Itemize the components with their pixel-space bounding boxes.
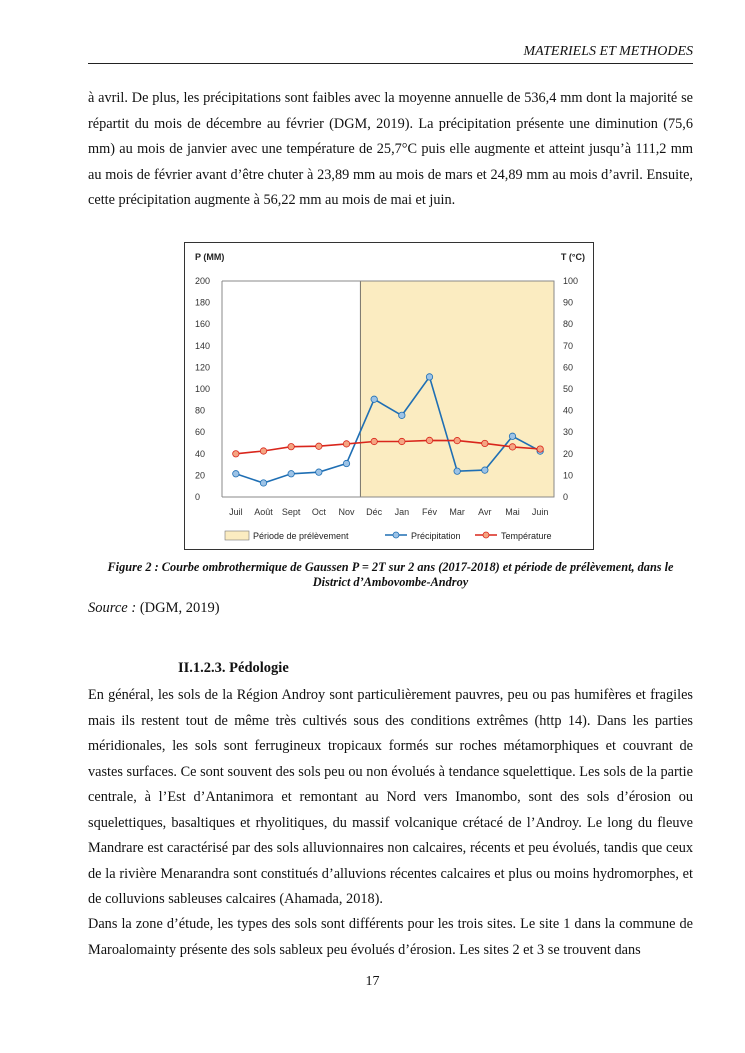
x-tick-label: Fév — [421, 507, 438, 517]
x-tick-label: Août — [254, 507, 273, 517]
temperature-point — [288, 443, 294, 449]
temperature-point — [233, 451, 239, 457]
figure-caption: Figure 2 : Courbe ombrothermique de Gaussen P = 2T sur 2 ans (2017-2018) et période de prélèvement, dans le District d’Ambovombe-Androy — [107, 560, 674, 589]
y-left-tick-label: 80 — [195, 405, 206, 416]
y-right-axis-title: T (°C) — [560, 252, 585, 262]
temperature-point — [509, 444, 515, 450]
y-left-tick-label: 120 — [195, 362, 211, 373]
y-left-tick-label: 140 — [195, 340, 211, 351]
y-right-tick-label: 30 — [563, 427, 574, 438]
y-left-tick-label: 200 — [195, 276, 211, 286]
temperature-point — [316, 443, 322, 449]
x-tick-label: Déc — [366, 507, 383, 517]
y-right-tick-label: 100 — [563, 276, 579, 286]
y-left-tick-label: 20 — [195, 470, 206, 481]
temperature-point — [260, 448, 266, 454]
precipitation-point — [509, 433, 515, 439]
y-right-tick-label: 80 — [563, 319, 574, 330]
paragraph-soils: En général, les sols de la Région Androy sont particulièrement pauvres, peu ou pas humifères et fragiles mais ils restent tout de même très cultivés sous des conditions extrêmes (http 14). Dans les parties méridionales, les sols sont ferrugineux tropicaux formés sur roches métamorphiques et couvrant de vastes surfaces. Ce sont souvent des sols peu ou non évolués à tendance squelettique. Les sols de la partie centrale, à l’Est d’Antanimora et remontant au Nord vers Imanombo, sont des sols d’érosion ou squelettiques, basaltiques et rhyolitiques, du massif volcanique crétacé de l’Androy. Le long du fleuve Mandrare est caractérisé par des sols alluvionnaires non calcaires, récents et peu évolués, tandis que ceux de la rivière Menarandra sont constitués d’alluvions récentes calcaires et plus ou moins hydromorphes, et de colluvions sableuses calcaires (Ahamada, 2018). — [88, 687, 693, 907]
x-tick-label: Sept — [281, 507, 301, 517]
precipitation-point — [260, 480, 266, 486]
y-right-tick-label: 70 — [563, 340, 574, 351]
precipitation-point — [288, 471, 294, 477]
paragraph-climate: à avril. De plus, les précipitations sont faibles avec la moyenne annuelle de 536,4 mm dont la majorité se répartit du mois de décembre au février (DGM, 2019). La précipitation présente une diminution (75,6 mm) au mois de janvier avec une température de 25,7°C puis elle augmente et atteint jusqu’à 111,2 mm au mois de février avant d’être chuter à 23,89 mm au mois de mars et 24,89 mm au mois d’avril. Ensuite, cette précipitation augmente à 56,22 mm au mois de mai et juin. — [88, 90, 693, 208]
legend-label-period: Période de prélèvement — [253, 531, 349, 541]
shaded-period-band — [360, 281, 554, 497]
legend-swatch-period — [225, 531, 249, 540]
y-right-tick-label: 20 — [563, 448, 574, 459]
legend-marker-temperature — [483, 532, 489, 538]
chart-canvas — [185, 243, 593, 549]
legend-marker-precipitation — [393, 532, 399, 538]
page-number: 17 — [365, 974, 380, 989]
section-title: II.1.2.3. Pédologie — [178, 660, 289, 676]
y-left-tick-label: 100 — [195, 384, 211, 394]
ombrothermic-chart — [184, 242, 594, 550]
y-left-tick-label: 160 — [195, 319, 211, 330]
y-left-tick-label: 180 — [195, 297, 211, 308]
legend-label-temperature: Température — [501, 531, 552, 541]
x-tick-label: Jan — [394, 507, 410, 517]
y-right-tick-label: 50 — [563, 384, 574, 394]
temperature-point — [454, 437, 460, 443]
x-tick-label: Oct — [311, 507, 326, 517]
y-right-tick-label: 60 — [563, 362, 574, 373]
precipitation-point — [482, 467, 488, 473]
x-tick-label: Nov — [338, 507, 355, 517]
x-tick-label: Avr — [478, 507, 492, 517]
y-left-tick-label: 40 — [195, 448, 206, 459]
precipitation-point — [343, 460, 349, 466]
source-value: (DGM, 2019) — [139, 600, 220, 616]
figure-source — [88, 600, 220, 617]
precipitation-point — [426, 374, 432, 380]
x-tick-label: Juil — [229, 507, 243, 517]
source-label: Source : — [88, 600, 137, 616]
precipitation-point — [399, 412, 405, 418]
legend-label-precipitation: Précipitation — [411, 531, 461, 541]
y-left-tick-label: 0 — [195, 492, 201, 502]
temperature-point — [426, 437, 432, 443]
temperature-point — [399, 438, 405, 444]
paragraph-study-area: Dans la zone d’étude, les types des sols sont différents pour les trois sites. Le site 1 dans la commune de Maroalomainty présente des sols sableux peu évolués d’érosion. Les sites 2 et 3 se trouvent dans — [88, 916, 693, 958]
x-tick-label: Juin — [531, 507, 549, 517]
y-right-tick-label: 90 — [563, 297, 574, 308]
y-right-tick-label: 40 — [563, 405, 574, 416]
y-left-tick-label: 60 — [195, 427, 206, 438]
precipitation-point — [233, 471, 239, 477]
y-right-tick-label: 10 — [563, 470, 574, 481]
temperature-point — [343, 441, 349, 447]
precipitation-point — [454, 468, 460, 474]
precipitation-point — [371, 396, 377, 402]
running-header: MATERIELS ET METHODES — [88, 44, 693, 64]
y-right-tick-label: 0 — [563, 492, 569, 502]
x-tick-label: Mar — [449, 507, 465, 517]
temperature-point — [537, 446, 543, 452]
temperature-point — [371, 438, 377, 444]
x-tick-label: Mai — [505, 507, 520, 517]
temperature-point — [482, 440, 488, 446]
y-left-axis-title: P (MM) — [195, 252, 225, 262]
precipitation-point — [316, 469, 322, 475]
